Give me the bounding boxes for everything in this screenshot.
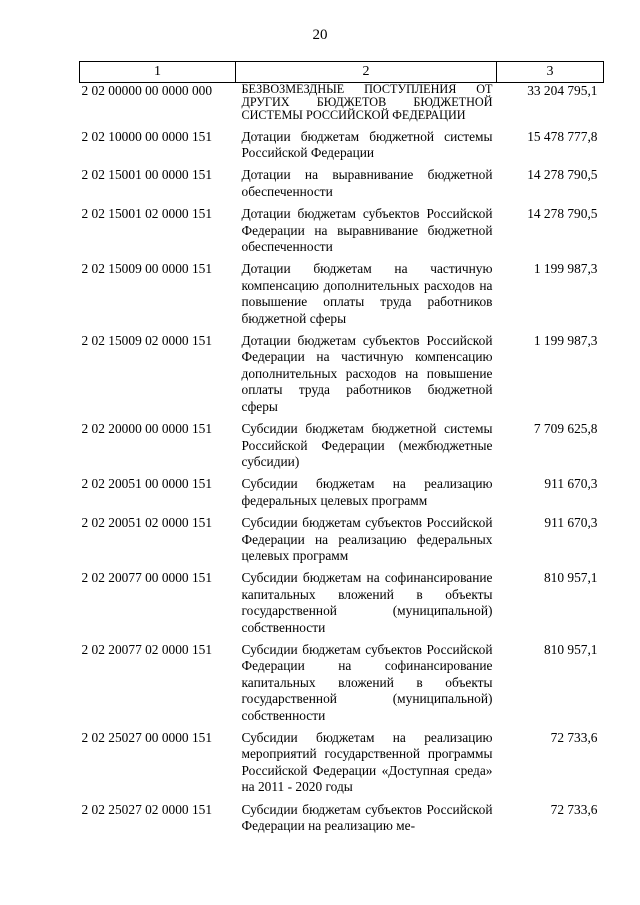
table-row [80, 129, 604, 168]
table-row [80, 476, 604, 515]
budget-code: 2 02 15009 02 0000 151 [81, 333, 213, 349]
budget-code: 2 02 25027 00 0000 151 [81, 730, 213, 746]
table-row [80, 642, 604, 730]
revenue-name: Дотации бюджетам бюджетной системы Российской Федерации [241, 128, 493, 161]
budget-code: 2 02 20051 00 0000 151 [81, 476, 213, 492]
budget-code: 2 02 15001 02 0000 151 [81, 206, 213, 222]
revenue-name: БЕЗВОЗМЕЗДНЫЕ ПОСТУПЛЕНИЯ ОТ ДРУГИХ БЮДЖЕТОВ БЮДЖЕТНОЙ СИСТЕМЫ РОССИЙСКОЙ ФЕДЕРАЦИИ [241, 82, 493, 123]
header-col-1: 1 [80, 62, 236, 83]
revenue-name: Субсидии бюджетам субъектов Российской Федерации на реализацию ме- [241, 801, 493, 834]
budget-code: 2 02 20000 00 0000 151 [81, 421, 213, 437]
header-row [80, 62, 604, 83]
amount: 810 957,1 [543, 641, 598, 657]
revenue-name: Дотации бюджетам субъектов Российской Федерации на частичную компенсацию дополнительных расходов на повышение оплаты труда работников бюджетной сферы [241, 333, 493, 414]
budget-code: 2 02 25027 02 0000 151 [81, 801, 213, 817]
budget-code: 2 02 20077 02 0000 151 [81, 641, 213, 657]
revenue-name: Субсидии бюджетам на реализацию федеральных целевых программ [241, 476, 493, 508]
amount: 1 199 987,3 [533, 261, 598, 277]
amount: 911 670,3 [544, 476, 598, 492]
amount: 7 709 625,8 [533, 421, 598, 437]
revenue-name: Субсидии бюджетам на софинансирование капитальных вложений в объекты государственной (муниципальной) собственности [241, 570, 493, 635]
amount: 14 278 790,5 [527, 206, 598, 222]
header-col-2: 2 [236, 62, 497, 83]
amount: 33 204 795,1 [527, 83, 598, 98]
revenue-name: Субсидии бюджетам бюджетной системы Российской Федерации (межбюджетные субсидии) [241, 421, 493, 469]
table-row [80, 802, 604, 841]
revenue-name: Дотации бюджетам субъектов Российской Федерации на выравнивание бюджетной обеспеченности [241, 206, 493, 255]
table-body [80, 83, 604, 841]
budget-code: 2 02 20077 00 0000 151 [81, 570, 213, 586]
revenue-name: Субсидии бюджетам субъектов Российской Федерации на софинансирование капитальных вложений в объекты государственной (муниципальной) собственности [241, 641, 493, 723]
revenue-name: Дотации на выравнивание бюджетной обеспеченности [241, 167, 493, 199]
budget-code: 2 02 15009 00 0000 151 [81, 261, 213, 277]
amount: 15 478 777,8 [527, 128, 598, 144]
table-row [80, 333, 604, 421]
amount: 14 278 790,5 [527, 167, 598, 183]
header-col-3: 3 [497, 62, 604, 83]
amount: 72 733,6 [550, 730, 598, 746]
table-row [80, 570, 604, 642]
table-row [80, 206, 604, 261]
table-row [80, 730, 604, 802]
budget-revenue-table [79, 61, 604, 840]
revenue-name: Субсидии бюджетам субъектов Российской Федерации на реализацию федеральных целевых программ [241, 515, 493, 563]
revenue-name: Субсидии бюджетам на реализацию мероприятий государственной программы Российской Федерации «Доступная среда» на 2011 - 2020 годы [241, 730, 493, 795]
table-row [80, 515, 604, 570]
budget-code: 2 02 20051 02 0000 151 [81, 515, 213, 531]
budget-code: 2 02 15001 00 0000 151 [81, 167, 213, 183]
amount: 911 670,3 [544, 515, 598, 531]
amount: 1 199 987,3 [533, 333, 598, 349]
revenue-name: Дотации бюджетам на частичную компенсацию дополнительных расходов на повышение оплаты труда работников бюджетной сферы [241, 261, 493, 326]
table-header [80, 62, 604, 83]
table-row [80, 167, 604, 206]
amount: 810 957,1 [543, 570, 598, 586]
page-number: 20 [312, 27, 328, 43]
budget-code: 2 02 10000 00 0000 151 [81, 128, 213, 144]
table-row [80, 261, 604, 333]
budget-code: 2 02 00000 00 0000 000 [81, 83, 213, 98]
table-row [80, 421, 604, 476]
amount: 72 733,6 [550, 801, 598, 817]
table-row [80, 83, 604, 129]
